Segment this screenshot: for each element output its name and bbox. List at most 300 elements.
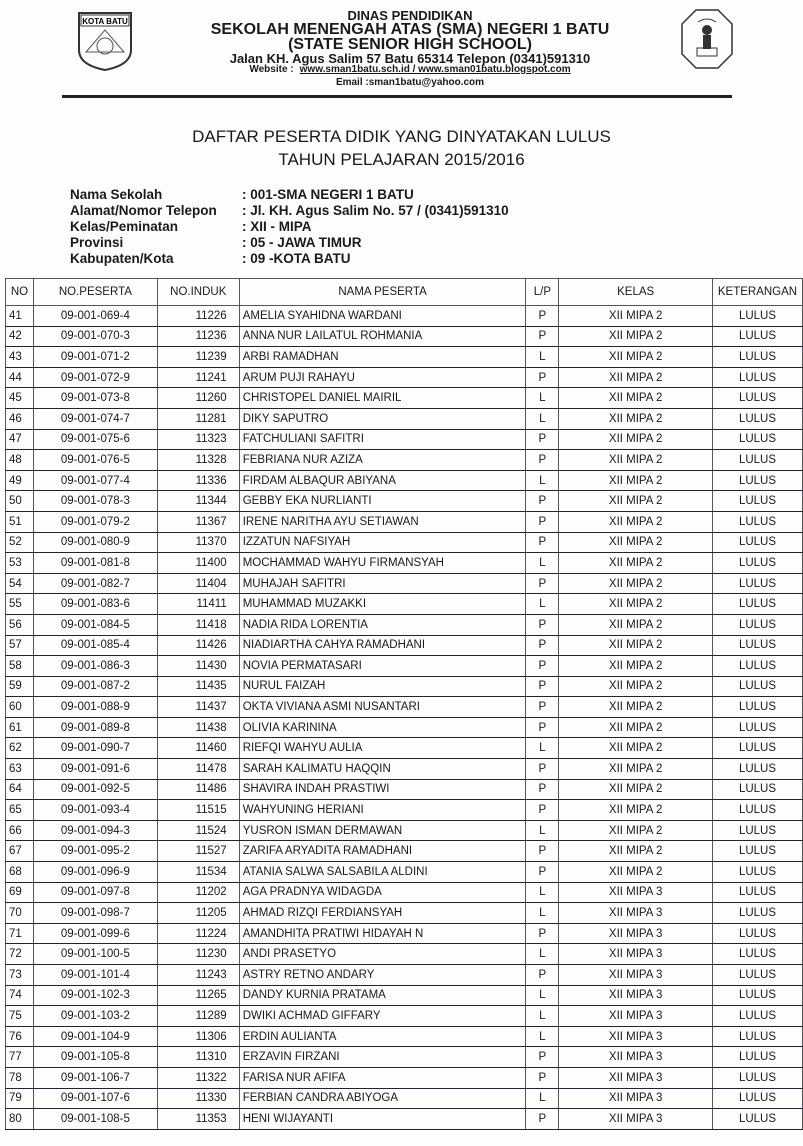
- table-row: [6, 553, 803, 574]
- cell-nama-peserta: IZZATUN NAFSIYAH: [239, 532, 526, 553]
- table-row: [6, 408, 803, 429]
- cell-no-peserta: 09-001-078-3: [33, 491, 157, 512]
- cell-no: 62: [6, 738, 34, 759]
- cell-kelas: XII MIPA 2: [559, 429, 713, 450]
- info-value: : 05 - JAWA TIMUR: [242, 235, 362, 250]
- cell-no-peserta: 09-001-106-7: [33, 1067, 157, 1088]
- table-row: [6, 470, 803, 491]
- table-row: [6, 903, 803, 924]
- cell-keterangan: LULUS: [712, 759, 802, 780]
- cell-nama-peserta: MUHAMMAD MUZAKKI: [239, 594, 526, 615]
- cell-no: 57: [6, 635, 34, 656]
- cell-keterangan: LULUS: [712, 614, 802, 635]
- cell-keterangan: LULUS: [712, 903, 802, 924]
- cell-jenis-kelamin: L: [526, 944, 559, 965]
- cell-no-induk: 11400: [157, 553, 239, 574]
- cell-no: 63: [6, 759, 34, 780]
- cell-no: 76: [6, 1026, 34, 1047]
- column-header-no-induk: NO.INDUK: [157, 279, 239, 306]
- cell-jenis-kelamin: P: [526, 676, 559, 697]
- cell-jenis-kelamin: P: [526, 532, 559, 553]
- cell-no-peserta: 09-001-092-5: [33, 779, 157, 800]
- cell-no: 73: [6, 965, 34, 986]
- cell-no-induk: 11524: [157, 820, 239, 841]
- header-divider: [62, 95, 732, 98]
- cell-keterangan: LULUS: [712, 717, 802, 738]
- info-row: [70, 187, 509, 203]
- cell-no-peserta: 09-001-090-7: [33, 738, 157, 759]
- cell-kelas: XII MIPA 2: [559, 450, 713, 471]
- cell-jenis-kelamin: L: [526, 882, 559, 903]
- column-header-keterangan: KETERANGAN: [712, 279, 802, 306]
- cell-no-induk: 11205: [157, 903, 239, 924]
- cell-kelas: XII MIPA 2: [559, 779, 713, 800]
- cell-no-induk: 11460: [157, 738, 239, 759]
- cell-no-induk: 11478: [157, 759, 239, 780]
- cell-no: 49: [6, 470, 34, 491]
- cell-jenis-kelamin: P: [526, 923, 559, 944]
- cell-kelas: XII MIPA 2: [559, 367, 713, 388]
- cell-jenis-kelamin: P: [526, 841, 559, 862]
- cell-no-induk: 11224: [157, 923, 239, 944]
- cell-no-peserta: 09-001-074-7: [33, 408, 157, 429]
- cell-no-peserta: 09-001-076-5: [33, 450, 157, 471]
- cell-no-induk: 11328: [157, 450, 239, 471]
- cell-no: 42: [6, 326, 34, 347]
- cell-no-induk: 11241: [157, 367, 239, 388]
- cell-no-peserta: 09-001-108-5: [33, 1109, 157, 1130]
- cell-nama-peserta: NADIA RIDA LORENTIA: [239, 614, 526, 635]
- cell-nama-peserta: AMELIA SYAHIDNA WARDANI: [239, 306, 526, 327]
- table-row: [6, 1109, 803, 1130]
- cell-jenis-kelamin: P: [526, 573, 559, 594]
- cell-jenis-kelamin: P: [526, 635, 559, 656]
- cell-jenis-kelamin: L: [526, 985, 559, 1006]
- cell-kelas: XII MIPA 2: [559, 326, 713, 347]
- column-header-no-peserta: NO.PESERTA: [33, 279, 157, 306]
- cell-no: 54: [6, 573, 34, 594]
- cell-jenis-kelamin: P: [526, 1067, 559, 1088]
- cell-keterangan: LULUS: [712, 306, 802, 327]
- cell-keterangan: LULUS: [712, 676, 802, 697]
- cell-no-peserta: 09-001-069-4: [33, 306, 157, 327]
- info-value: : XII - MIPA: [242, 219, 312, 234]
- cell-nama-peserta: FARISA NUR AFIFA: [239, 1067, 526, 1088]
- table-row: [6, 367, 803, 388]
- cell-kelas: XII MIPA 3: [559, 1047, 713, 1068]
- cell-no: 45: [6, 388, 34, 409]
- table-row: [6, 841, 803, 862]
- cell-keterangan: LULUS: [712, 841, 802, 862]
- cell-jenis-kelamin: L: [526, 1088, 559, 1109]
- cell-kelas: XII MIPA 2: [559, 491, 713, 512]
- cell-kelas: XII MIPA 2: [559, 717, 713, 738]
- cell-no-peserta: 09-001-089-8: [33, 717, 157, 738]
- cell-no: 43: [6, 347, 34, 368]
- cell-no: 52: [6, 532, 34, 553]
- cell-jenis-kelamin: P: [526, 656, 559, 677]
- cell-keterangan: LULUS: [712, 635, 802, 656]
- cell-kelas: XII MIPA 2: [559, 573, 713, 594]
- cell-no: 75: [6, 1006, 34, 1027]
- column-header-kelas: KELAS: [559, 279, 713, 306]
- cell-no-peserta: 09-001-095-2: [33, 841, 157, 862]
- cell-nama-peserta: OLIVIA KARININA: [239, 717, 526, 738]
- cell-no-induk: 11353: [157, 1109, 239, 1130]
- cell-nama-peserta: NIADIARTHA CAHYA RAMADHANI: [239, 635, 526, 656]
- cell-keterangan: LULUS: [712, 923, 802, 944]
- cell-no-peserta: 09-001-075-6: [33, 429, 157, 450]
- table-row: [6, 676, 803, 697]
- cell-keterangan: LULUS: [712, 347, 802, 368]
- table-row: [6, 759, 803, 780]
- cell-no: 65: [6, 800, 34, 821]
- cell-no: 79: [6, 1088, 34, 1109]
- table-row: [6, 1026, 803, 1047]
- cell-jenis-kelamin: P: [526, 1109, 559, 1130]
- cell-nama-peserta: GEBBY EKA NURLIANTI: [239, 491, 526, 512]
- cell-no-peserta: 09-001-082-7: [33, 573, 157, 594]
- cell-kelas: XII MIPA 2: [559, 738, 713, 759]
- info-row: [70, 219, 509, 235]
- cell-jenis-kelamin: P: [526, 759, 559, 780]
- cell-no-induk: 11289: [157, 1006, 239, 1027]
- cell-kelas: XII MIPA 2: [559, 614, 713, 635]
- table-row: [6, 656, 803, 677]
- cell-kelas: XII MIPA 3: [559, 923, 713, 944]
- info-label: Kelas/Peminatan: [70, 219, 179, 234]
- cell-kelas: XII MIPA 2: [559, 862, 713, 883]
- table-row: [6, 944, 803, 965]
- email-line: Email :sman1batu@yahoo.com: [335, 77, 485, 88]
- table-row: [6, 862, 803, 883]
- cell-no: 56: [6, 614, 34, 635]
- website-line: [150, 65, 670, 75]
- cell-no: 71: [6, 923, 34, 944]
- cell-keterangan: LULUS: [712, 408, 802, 429]
- cell-nama-peserta: ARUM PUJI RAHAYU: [239, 367, 526, 388]
- cell-no-peserta: 09-001-081-8: [33, 553, 157, 574]
- cell-no-induk: 11239: [157, 347, 239, 368]
- table-row: [6, 614, 803, 635]
- cell-kelas: XII MIPA 3: [559, 944, 713, 965]
- cell-no-induk: 11438: [157, 717, 239, 738]
- cell-nama-peserta: DWIKI ACHMAD GIFFARY: [239, 1006, 526, 1027]
- cell-no: 44: [6, 367, 34, 388]
- cell-no-induk: 11330: [157, 1088, 239, 1109]
- website-link[interactable]: www.sman1batu.sch.id / www.sman01batu.blogspot.com: [299, 64, 571, 75]
- cell-jenis-kelamin: L: [526, 553, 559, 574]
- table-row: [6, 882, 803, 903]
- cell-no-induk: 11344: [157, 491, 239, 512]
- cell-nama-peserta: MOCHAMMAD WAHYU FIRMANSYAH: [239, 553, 526, 574]
- cell-nama-peserta: SARAH KALIMATU HAQQIN: [239, 759, 526, 780]
- cell-no-induk: 11336: [157, 470, 239, 491]
- svg-text:KOTA BATU: KOTA BATU: [82, 17, 128, 26]
- cell-jenis-kelamin: L: [526, 470, 559, 491]
- cell-jenis-kelamin: L: [526, 594, 559, 615]
- cell-keterangan: LULUS: [712, 594, 802, 615]
- table-row: [6, 779, 803, 800]
- cell-no-peserta: 09-001-099-6: [33, 923, 157, 944]
- column-header-nama-peserta: NAMA PESERTA: [239, 279, 526, 306]
- table-row: [6, 820, 803, 841]
- cell-keterangan: LULUS: [712, 491, 802, 512]
- table-row: [6, 491, 803, 512]
- cell-no-induk: 11236: [157, 326, 239, 347]
- sma-negeri-1-batu-logo-icon: [680, 8, 734, 70]
- cell-no-peserta: 09-001-097-8: [33, 882, 157, 903]
- cell-no: 64: [6, 779, 34, 800]
- cell-no: 68: [6, 862, 34, 883]
- cell-no: 66: [6, 820, 34, 841]
- cell-keterangan: LULUS: [712, 738, 802, 759]
- cell-no-peserta: 09-001-103-2: [33, 1006, 157, 1027]
- table-row: [6, 429, 803, 450]
- table-row: [6, 923, 803, 944]
- info-label: Kabupaten/Kota: [70, 251, 174, 266]
- cell-no: 60: [6, 697, 34, 718]
- table-row: [6, 388, 803, 409]
- cell-no-induk: 11418: [157, 614, 239, 635]
- cell-kelas: XII MIPA 3: [559, 985, 713, 1006]
- cell-no-induk: 11230: [157, 944, 239, 965]
- cell-nama-peserta: ASTRY RETNO ANDARY: [239, 965, 526, 986]
- cell-no-peserta: 09-001-077-4: [33, 470, 157, 491]
- school-name: SEKOLAH MENENGAH ATAS (SMA) NEGERI 1 BATU: [210, 21, 610, 38]
- cell-no-induk: 11243: [157, 965, 239, 986]
- cell-kelas: XII MIPA 2: [559, 635, 713, 656]
- cell-keterangan: LULUS: [712, 470, 802, 491]
- info-value: : Jl. KH. Agus Salim No. 57 / (0341)591310: [242, 203, 509, 218]
- info-value: : 09 -KOTA BATU: [242, 251, 351, 266]
- cell-jenis-kelamin: L: [526, 820, 559, 841]
- cell-no-induk: 11260: [157, 388, 239, 409]
- table-row: [6, 532, 803, 553]
- cell-no-induk: 11527: [157, 841, 239, 862]
- cell-keterangan: LULUS: [712, 985, 802, 1006]
- cell-nama-peserta: FERBIAN CANDRA ABIYOGA: [239, 1088, 526, 1109]
- cell-no-peserta: 09-001-104-9: [33, 1026, 157, 1047]
- cell-no-peserta: 09-001-084-5: [33, 614, 157, 635]
- cell-kelas: XII MIPA 2: [559, 553, 713, 574]
- cell-no: 55: [6, 594, 34, 615]
- cell-nama-peserta: ZARIFA ARYADITA RAMADHANI: [239, 841, 526, 862]
- cell-keterangan: LULUS: [712, 532, 802, 553]
- cell-keterangan: LULUS: [712, 965, 802, 986]
- cell-no: 74: [6, 985, 34, 1006]
- info-label: Alamat/Nomor Telepon: [70, 203, 217, 218]
- cell-no-induk: 11367: [157, 511, 239, 532]
- cell-keterangan: LULUS: [712, 511, 802, 532]
- table-row: [6, 1088, 803, 1109]
- cell-no: 70: [6, 903, 34, 924]
- cell-no-peserta: 09-001-073-8: [33, 388, 157, 409]
- cell-kelas: XII MIPA 3: [559, 1109, 713, 1130]
- cell-keterangan: LULUS: [712, 1047, 802, 1068]
- cell-jenis-kelamin: P: [526, 429, 559, 450]
- cell-jenis-kelamin: P: [526, 800, 559, 821]
- cell-no-induk: 11430: [157, 656, 239, 677]
- cell-keterangan: LULUS: [712, 1006, 802, 1027]
- cell-kelas: XII MIPA 2: [559, 408, 713, 429]
- cell-nama-peserta: DANDY KURNIA PRATAMA: [239, 985, 526, 1006]
- cell-no: 46: [6, 408, 34, 429]
- cell-no-peserta: 09-001-107-6: [33, 1088, 157, 1109]
- cell-nama-peserta: ANDI PRASETYO: [239, 944, 526, 965]
- cell-no: 69: [6, 882, 34, 903]
- table-row: [6, 1047, 803, 1068]
- cell-jenis-kelamin: L: [526, 738, 559, 759]
- cell-jenis-kelamin: P: [526, 779, 559, 800]
- cell-keterangan: LULUS: [712, 697, 802, 718]
- kota-batu-logo-icon: [76, 10, 134, 72]
- cell-jenis-kelamin: P: [526, 862, 559, 883]
- cell-jenis-kelamin: L: [526, 347, 559, 368]
- cell-nama-peserta: ANNA NUR LAILATUL ROHMANIA: [239, 326, 526, 347]
- cell-keterangan: LULUS: [712, 429, 802, 450]
- info-label: Nama Sekolah: [70, 187, 163, 202]
- cell-no: 47: [6, 429, 34, 450]
- cell-no-peserta: 09-001-071-2: [33, 347, 157, 368]
- column-header-no: NO: [6, 279, 34, 306]
- cell-no-induk: 11411: [157, 594, 239, 615]
- cell-jenis-kelamin: P: [526, 697, 559, 718]
- cell-no-peserta: 09-001-080-9: [33, 532, 157, 553]
- cell-keterangan: LULUS: [712, 388, 802, 409]
- cell-nama-peserta: NURUL FAIZAH: [239, 676, 526, 697]
- cell-kelas: XII MIPA 2: [559, 306, 713, 327]
- cell-no-peserta: 09-001-086-3: [33, 656, 157, 677]
- cell-kelas: XII MIPA 3: [559, 882, 713, 903]
- table-row: [6, 697, 803, 718]
- cell-nama-peserta: RIEFQI WAHYU AULIA: [239, 738, 526, 759]
- cell-no-peserta: 09-001-085-4: [33, 635, 157, 656]
- cell-kelas: XII MIPA 2: [559, 656, 713, 677]
- table-row: [6, 1067, 803, 1088]
- cell-keterangan: LULUS: [712, 326, 802, 347]
- cell-no: 58: [6, 656, 34, 677]
- cell-kelas: XII MIPA 3: [559, 1088, 713, 1109]
- cell-no-induk: 11437: [157, 697, 239, 718]
- cell-keterangan: LULUS: [712, 862, 802, 883]
- table-row: [6, 326, 803, 347]
- cell-nama-peserta: ARBI RAMADHAN: [239, 347, 526, 368]
- info-row: [70, 251, 509, 267]
- cell-nama-peserta: SHAVIRA INDAH PRASTIWI: [239, 779, 526, 800]
- cell-no-peserta: 09-001-093-4: [33, 800, 157, 821]
- table-row: [6, 800, 803, 821]
- cell-no-induk: 11486: [157, 779, 239, 800]
- info-row: [70, 203, 509, 219]
- table-row: [6, 717, 803, 738]
- cell-nama-peserta: NOVIA PERMATASARI: [239, 656, 526, 677]
- cell-keterangan: LULUS: [712, 800, 802, 821]
- cell-keterangan: LULUS: [712, 820, 802, 841]
- cell-kelas: XII MIPA 2: [559, 800, 713, 821]
- cell-no-induk: 11281: [157, 408, 239, 429]
- cell-nama-peserta: OKTA VIVIANA ASMI NUSANTARI: [239, 697, 526, 718]
- cell-kelas: XII MIPA 2: [559, 841, 713, 862]
- table-row: [6, 594, 803, 615]
- cell-no: 67: [6, 841, 34, 862]
- cell-nama-peserta: MUHAJAH SAFITRI: [239, 573, 526, 594]
- cell-no-induk: 11426: [157, 635, 239, 656]
- cell-kelas: XII MIPA 2: [559, 347, 713, 368]
- cell-no-induk: 11404: [157, 573, 239, 594]
- cell-no-peserta: 09-001-091-6: [33, 759, 157, 780]
- cell-jenis-kelamin: L: [526, 388, 559, 409]
- cell-jenis-kelamin: P: [526, 717, 559, 738]
- cell-keterangan: LULUS: [712, 1088, 802, 1109]
- table-header-row: [6, 279, 803, 306]
- cell-no: 78: [6, 1067, 34, 1088]
- cell-nama-peserta: WAHYUNING HERIANI: [239, 800, 526, 821]
- cell-no-induk: 11310: [157, 1047, 239, 1068]
- cell-no: 61: [6, 717, 34, 738]
- graduates-table: [5, 278, 803, 1130]
- document-subtitle: TAHUN PELAJARAN 2015/2016: [278, 150, 525, 169]
- cell-kelas: XII MIPA 2: [559, 511, 713, 532]
- cell-kelas: XII MIPA 2: [559, 532, 713, 553]
- cell-nama-peserta: ATANIA SALWA SALSABILA ALDINI: [239, 862, 526, 883]
- cell-kelas: XII MIPA 3: [559, 1026, 713, 1047]
- cell-no-peserta: 09-001-083-6: [33, 594, 157, 615]
- cell-no-peserta: 09-001-101-4: [33, 965, 157, 986]
- cell-no: 48: [6, 450, 34, 471]
- cell-nama-peserta: HENI WIJAYANTI: [239, 1109, 526, 1130]
- cell-keterangan: LULUS: [712, 779, 802, 800]
- cell-kelas: XII MIPA 3: [559, 1067, 713, 1088]
- cell-no-peserta: 09-001-087-2: [33, 676, 157, 697]
- cell-no-peserta: 09-001-102-3: [33, 985, 157, 1006]
- cell-jenis-kelamin: P: [526, 367, 559, 388]
- cell-no-induk: 11322: [157, 1067, 239, 1088]
- cell-no-peserta: 09-001-105-8: [33, 1047, 157, 1068]
- cell-no-induk: 11323: [157, 429, 239, 450]
- cell-no: 77: [6, 1047, 34, 1068]
- cell-jenis-kelamin: L: [526, 408, 559, 429]
- cell-nama-peserta: YUSRON ISMAN DERMAWAN: [239, 820, 526, 841]
- column-header-jenis-kelamin: L/P: [526, 279, 559, 306]
- cell-keterangan: LULUS: [712, 882, 802, 903]
- info-value: : 001-SMA NEGERI 1 BATU: [242, 187, 414, 202]
- cell-no-induk: 11306: [157, 1026, 239, 1047]
- cell-nama-peserta: DIKY SAPUTRO: [239, 408, 526, 429]
- cell-jenis-kelamin: P: [526, 511, 559, 532]
- cell-no-induk: 11435: [157, 676, 239, 697]
- cell-no-peserta: 09-001-072-9: [33, 367, 157, 388]
- cell-jenis-kelamin: L: [526, 1026, 559, 1047]
- cell-keterangan: LULUS: [712, 1109, 802, 1130]
- table-row: [6, 511, 803, 532]
- cell-no-induk: 11265: [157, 985, 239, 1006]
- cell-no-peserta: 09-001-088-9: [33, 697, 157, 718]
- cell-keterangan: LULUS: [712, 944, 802, 965]
- cell-no-peserta: 09-001-094-3: [33, 820, 157, 841]
- cell-nama-peserta: IRENE NARITHA AYU SETIAWAN: [239, 511, 526, 532]
- cell-kelas: XII MIPA 3: [559, 965, 713, 986]
- cell-nama-peserta: FATCHULIANI SAFITRI: [239, 429, 526, 450]
- table-row: [6, 450, 803, 471]
- cell-no: 72: [6, 944, 34, 965]
- cell-keterangan: LULUS: [712, 553, 802, 574]
- cell-kelas: XII MIPA 2: [559, 697, 713, 718]
- table-row: [6, 965, 803, 986]
- cell-nama-peserta: FIRDAM ALBAQUR ABIYANA: [239, 470, 526, 491]
- cell-no: 51: [6, 511, 34, 532]
- cell-kelas: XII MIPA 2: [559, 594, 713, 615]
